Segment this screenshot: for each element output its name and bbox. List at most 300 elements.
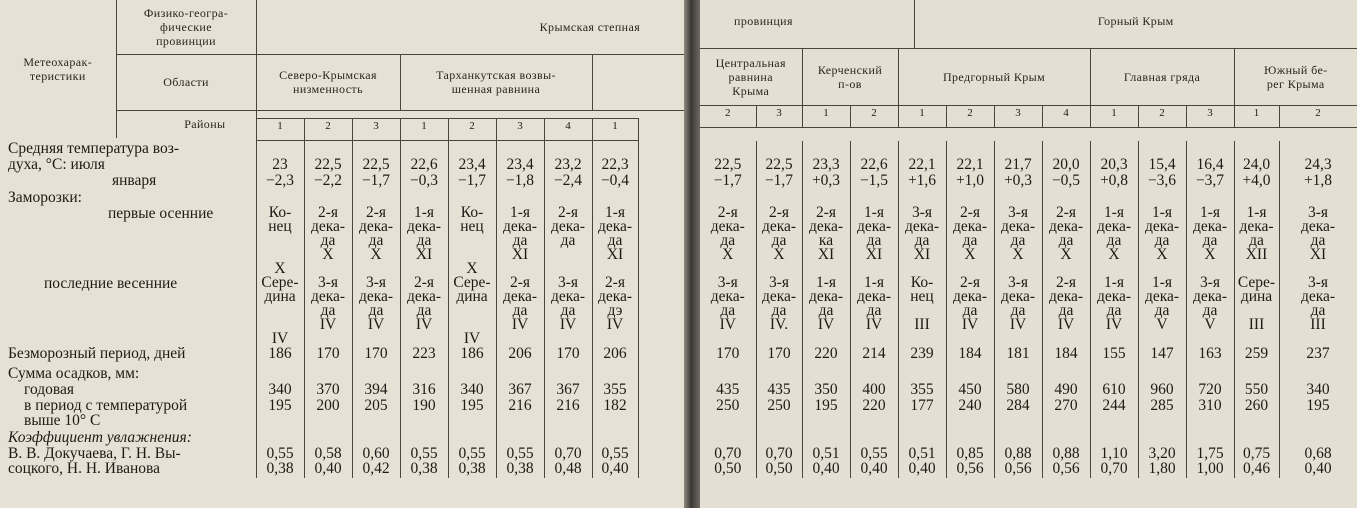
value-cell: 177 [898,398,946,430]
moisture-value: 0,55 [506,445,534,462]
value-cell [496,446,544,478]
empty-cell [352,366,400,382]
value-cell [352,446,400,478]
empty-cell [304,366,352,382]
value-cell: 2-я дека- дэ IV [592,276,638,346]
district-number: 1 [1234,105,1279,127]
value-cell: 550 [1234,382,1279,398]
value-cell: −1,8 [496,173,544,190]
district-number: 2 [1138,105,1186,127]
district-number: 1 [256,119,304,141]
value-cell: 216 [544,398,592,430]
row-label: Сумма осадков, мм: [0,366,256,382]
value-cell: 394 [352,382,400,398]
moisture-value: 0,42 [362,460,390,477]
empty-cell [1090,190,1138,206]
value-cell: 182 [592,398,638,430]
district-number: 2 [700,105,756,127]
empty-cell [1138,190,1186,206]
district-num-spacer [0,119,256,141]
value-cell: −1,5 [850,173,898,190]
value-cell: +1,6 [898,173,946,190]
empty-cell [802,366,850,382]
value-cell: 1-я дека- да X [1186,206,1234,276]
value-cell: +0,8 [1090,173,1138,190]
moisture-value: 0,38 [458,460,486,477]
value-cell [994,446,1042,478]
value-cell: 186 [448,346,496,366]
oblasti-header: Области [116,54,256,110]
value-cell: 2-я дека- да [544,206,592,276]
moisture-value: 1,00 [1196,460,1224,477]
value-cell: 270 [1042,398,1090,430]
moisture-value: 0,40 [601,460,629,477]
moisture-value: 0,56 [956,460,984,477]
value-cell: 250 [700,398,756,430]
district-number: 3 [994,105,1042,127]
empty-cell [1186,366,1234,382]
value-cell: 3-я дека- да IV [700,276,756,346]
empty-cell [756,430,802,446]
value-cell: 340 [1279,382,1357,398]
empty-cell [700,430,756,446]
value-cell: +1,0 [946,173,994,190]
rayony-header: Районы [116,110,256,138]
empty-cell [1234,430,1279,446]
empty-cell [544,430,592,446]
district-number: 1 [898,105,946,127]
value-cell: Сере- дина III [1234,276,1279,346]
row-label: в период с температурой выше 10° С [0,398,256,430]
gorny-header: Горный Крым [914,0,1357,48]
empty-cell [994,430,1042,446]
value-cell: Ко- нец X [256,206,304,276]
empty-cell [544,190,592,206]
value-cell [304,446,352,478]
empty-cell [304,430,352,446]
value-cell: 367 [496,382,544,398]
empty-cell [256,430,304,446]
district-number: 2 [1279,105,1357,127]
district-number: 2 [850,105,898,127]
value-cell: 23,4 [496,141,544,173]
value-cell: 2-я дека- да X [1042,206,1090,276]
empty-cell [256,366,304,382]
value-cell: 450 [946,382,994,398]
value-cell: −1,7 [352,173,400,190]
region-south: Южный бе- рег Крыма [1234,49,1357,105]
value-cell: 1-я дека- да XI [592,206,638,276]
moisture-value: 3,20 [1148,445,1176,462]
empty-cell [850,366,898,382]
moisture-value: 0,70 [765,445,793,462]
value-cell: 1-я дека- да IV [850,276,898,346]
moisture-value: 0,40 [812,460,840,477]
value-cell: −0,4 [592,173,638,190]
empty-cell [756,190,802,206]
value-cell: 3-я дека- да IV [352,276,400,346]
empty-cell [1279,190,1357,206]
value-cell: 490 [1042,382,1090,398]
empty-cell [946,430,994,446]
value-cell: 22,1 [898,141,946,173]
value-cell: 22,5 [756,141,802,173]
row-label: последние весенние [0,276,256,346]
value-cell: 355 [898,382,946,398]
value-cell: 3-я дека- да X [994,206,1042,276]
value-cell: 400 [850,382,898,398]
district-number: 4 [544,119,592,141]
value-cell: −1,7 [756,173,802,190]
value-cell: 3-я дека- да IV [304,276,352,346]
empty-cell [592,366,638,382]
value-cell: 340 [448,382,496,398]
empty-cell [850,190,898,206]
empty-cell [496,430,544,446]
empty-cell [756,366,802,382]
empty-cell [850,430,898,446]
book-gutter [684,0,700,508]
region-kerch: Керченский п-ов [802,49,898,105]
value-cell: 340 [256,382,304,398]
value-cell: 22,6 [400,141,448,173]
value-cell: 3-я дека- да IV [994,276,1042,346]
value-cell: 1-я дека- да X [1138,206,1186,276]
empty-cell [1042,430,1090,446]
value-cell: 23,3 [802,141,850,173]
value-cell: 1-я дека- да XI [496,206,544,276]
empty-cell [256,190,304,206]
value-cell: +0,3 [802,173,850,190]
district-number: 3 [496,119,544,141]
value-cell: 244 [1090,398,1138,430]
value-cell: 1-я дека- да XI [850,206,898,276]
value-cell [1234,446,1279,478]
value-cell: 250 [756,398,802,430]
region-severo-krymskaya: Северо-Крымская низменность [256,54,400,110]
moisture-value: 0,55 [410,445,438,462]
value-cell [592,446,638,478]
row-label: В. В. Докучаева, Г. Н. Вы- соцкого, Н. Н. Иванова [0,446,256,478]
moisture-value: 0,51 [812,445,840,462]
moisture-value: 0,60 [362,445,390,462]
value-cell: 435 [756,382,802,398]
moisture-value: 0,40 [1304,460,1332,477]
empty-cell [1279,366,1357,382]
value-cell: 184 [1042,346,1090,366]
value-cell: 170 [756,346,802,366]
empty-cell [496,366,544,382]
value-cell: +0,3 [994,173,1042,190]
district-number: 1 [1090,105,1138,127]
value-cell: 1-я дека- да IV [802,276,850,346]
value-cell: 181 [994,346,1042,366]
value-cell: 184 [946,346,994,366]
value-cell: 2-я дека- да X [352,206,400,276]
empty-cell [352,430,400,446]
district-number: 1 [802,105,850,127]
value-cell [1090,446,1138,478]
value-cell [1279,446,1357,478]
value-cell: 2-я дека- да IV [1042,276,1090,346]
moisture-value: 0,70 [1100,460,1128,477]
value-cell: 22,5 [304,141,352,173]
value-cell: 2-я дека- да X [700,206,756,276]
empty-cell [946,366,994,382]
fizgeo-header: Физико-геогра- фические провинции [116,0,256,54]
value-cell: +1,8 [1279,173,1357,190]
empty-cell [994,190,1042,206]
moisture-value: 0,40 [860,460,888,477]
value-cell: 155 [1090,346,1138,366]
empty-cell [304,190,352,206]
empty-cell [448,190,496,206]
empty-cell [496,190,544,206]
moisture-value: 0,68 [1304,445,1332,462]
value-cell: 259 [1234,346,1279,366]
value-cell: 370 [304,382,352,398]
empty-cell [1234,190,1279,206]
empty-cell [400,190,448,206]
value-cell [1138,446,1186,478]
value-cell: 610 [1090,382,1138,398]
empty-cell [1090,366,1138,382]
moisture-value: 0,50 [765,460,793,477]
value-cell: 147 [1138,346,1186,366]
value-cell: 580 [994,382,1042,398]
value-cell [850,446,898,478]
empty-cell [1138,430,1186,446]
value-cell: 22,3 [592,141,638,173]
region-header-right [700,49,1357,128]
value-cell [544,446,592,478]
value-cell: 220 [802,346,850,366]
value-cell: 216 [496,398,544,430]
moisture-value: 0,48 [554,460,582,477]
value-cell: 1-я дека- да X [1090,206,1138,276]
value-cell: 22,6 [850,141,898,173]
value-cell [1186,446,1234,478]
value-cell: 195 [1279,398,1357,430]
value-cell: 310 [1186,398,1234,430]
value-cell: 15,4 [1138,141,1186,173]
value-cell: 223 [400,346,448,366]
moisture-value: 0,38 [506,460,534,477]
value-cell: 206 [592,346,638,366]
climate-data-left [0,141,684,478]
row-label: Заморозки: [0,190,256,206]
moisture-value: 0,56 [1004,460,1032,477]
value-cell: 20,3 [1090,141,1138,173]
empty-cell [352,190,400,206]
district-number: 4 [1042,105,1090,127]
moisture-value: 0,88 [1052,445,1080,462]
value-cell: 367 [544,382,592,398]
value-cell: 3-я дека- да IV. [756,276,802,346]
value-cell: −1,7 [700,173,756,190]
empty-cell [592,430,638,446]
value-cell: 2-я дека- да IV [496,276,544,346]
value-cell: Ко- нец X [448,206,496,276]
moisture-value: 0,55 [601,445,629,462]
moisture-value: 1,10 [1100,445,1128,462]
value-cell: −0,5 [1042,173,1090,190]
empty-cell [898,190,946,206]
value-cell: 24,3 [1279,141,1357,173]
value-cell: 2-я дека- да IV [946,276,994,346]
row-label: Коэффициент увлажнения: [0,430,256,446]
value-cell: 3-я дека- да IV [544,276,592,346]
value-cell [1042,446,1090,478]
row-label: Средняя температура воз- духа, °С: июля [0,141,256,173]
district-number: 3 [352,119,400,141]
value-cell: 214 [850,346,898,366]
value-cell: 240 [946,398,994,430]
climate-table-right [700,0,1357,49]
value-cell [448,446,496,478]
moisture-value: 0,75 [1242,445,1271,462]
empty-cell [898,430,946,446]
value-cell: 220 [850,398,898,430]
empty-cell [1186,190,1234,206]
value-cell: 22,5 [700,141,756,173]
value-cell: 1-я дека- да IV [1090,276,1138,346]
empty-cell [898,366,946,382]
row-label: годовая [0,382,256,398]
value-cell: 23,4 [448,141,496,173]
value-cell [756,446,802,478]
value-cell: 170 [352,346,400,366]
right-page [700,0,1357,508]
value-cell: 239 [898,346,946,366]
value-cell: −2,4 [544,173,592,190]
value-cell [400,446,448,478]
value-cell: −3,7 [1186,173,1234,190]
district-number: 3 [1186,105,1234,127]
value-cell: 2-я дека- да X [756,206,802,276]
meteo-header: Метеохарак- теристики [0,0,116,138]
empty-cell [1042,366,1090,382]
value-cell: 350 [802,382,850,398]
value-cell: 960 [1138,382,1186,398]
climate-data-right [700,141,1357,478]
moisture-value: 0,55 [458,445,486,462]
empty-cell [802,190,850,206]
moisture-value: 0,40 [908,460,936,477]
row-label: первые осенние [0,206,256,276]
value-cell: 284 [994,398,1042,430]
empty-cell [448,366,496,382]
value-cell: 23,2 [544,141,592,173]
value-cell: 205 [352,398,400,430]
value-cell: 22,5 [352,141,400,173]
value-cell: 316 [400,382,448,398]
value-cell: 2-я дека- ка XI [802,206,850,276]
value-cell: 1-я дека- да XII [1234,206,1279,276]
value-cell: Сере- дина IV [448,276,496,346]
value-cell: 170 [304,346,352,366]
value-cell: 3-я дека- да V [1186,276,1234,346]
moisture-value: 1,75 [1196,445,1224,462]
value-cell: 24,0 [1234,141,1279,173]
provincia-header: провинция [700,0,914,48]
moisture-value: 0,85 [956,445,984,462]
value-cell: 720 [1186,382,1234,398]
value-cell: 20,0 [1042,141,1090,173]
value-cell: 3-я дека- да XI [898,206,946,276]
value-cell: 195 [448,398,496,430]
moisture-value: 0,50 [714,460,742,477]
empty-cell [700,190,756,206]
value-cell: 260 [1234,398,1279,430]
value-cell: −0,3 [400,173,448,190]
value-cell: 22,1 [946,141,994,173]
empty-cell [994,366,1042,382]
moisture-value: 0,55 [266,445,294,462]
value-cell: 170 [544,346,592,366]
value-cell: 355 [592,382,638,398]
region-tarkhankut: Тарханкутская возвы- шенная равнина [400,54,592,110]
value-cell: 23 [256,141,304,173]
value-cell: 285 [1138,398,1186,430]
moisture-value: 0,56 [1052,460,1080,477]
empty-cell [544,366,592,382]
value-cell [700,446,756,478]
district-number: 2 [946,105,994,127]
value-cell: 2-я дека- да IV [400,276,448,346]
value-cell [946,446,994,478]
district-number: 2 [448,119,496,141]
value-cell: 170 [700,346,756,366]
value-cell: 16,4 [1186,141,1234,173]
value-cell: 186 [256,346,304,366]
value-cell: 1-я дека- да XI [400,206,448,276]
moisture-value: 0,70 [554,445,582,462]
value-cell: −1,7 [448,173,496,190]
row-label: Безморозный период, дней [0,346,256,366]
row-label: января [0,173,256,190]
empty-cell [946,190,994,206]
empty-cell [1234,366,1279,382]
district-number: 1 [592,119,638,141]
value-cell: 3-я дека- да III [1279,276,1357,346]
moisture-value: 0,70 [714,445,742,462]
district-number: 2 [304,119,352,141]
value-cell: +4,0 [1234,173,1279,190]
value-cell: 190 [400,398,448,430]
moisture-value: 0,88 [1004,445,1032,462]
value-cell: −3,6 [1138,173,1186,190]
moisture-value: 0,55 [860,445,888,462]
province-header: Крымская степная [256,0,684,54]
region-glavnaya: Главная гряда [1090,49,1234,105]
moisture-value: 0,38 [266,460,294,477]
value-cell [898,446,946,478]
value-cell: −2,2 [304,173,352,190]
empty-cell [1042,190,1090,206]
empty-cell [700,366,756,382]
moisture-value: 0,58 [314,445,342,462]
value-cell: 3-я дека- да XI [1279,206,1357,276]
value-cell [256,446,304,478]
empty-cell [1138,366,1186,382]
region-empty [592,54,684,110]
moisture-value: 0,51 [908,445,936,462]
value-cell: 200 [304,398,352,430]
value-cell [802,446,850,478]
empty-cell [1186,430,1234,446]
value-cell: 1-я дека- да V [1138,276,1186,346]
